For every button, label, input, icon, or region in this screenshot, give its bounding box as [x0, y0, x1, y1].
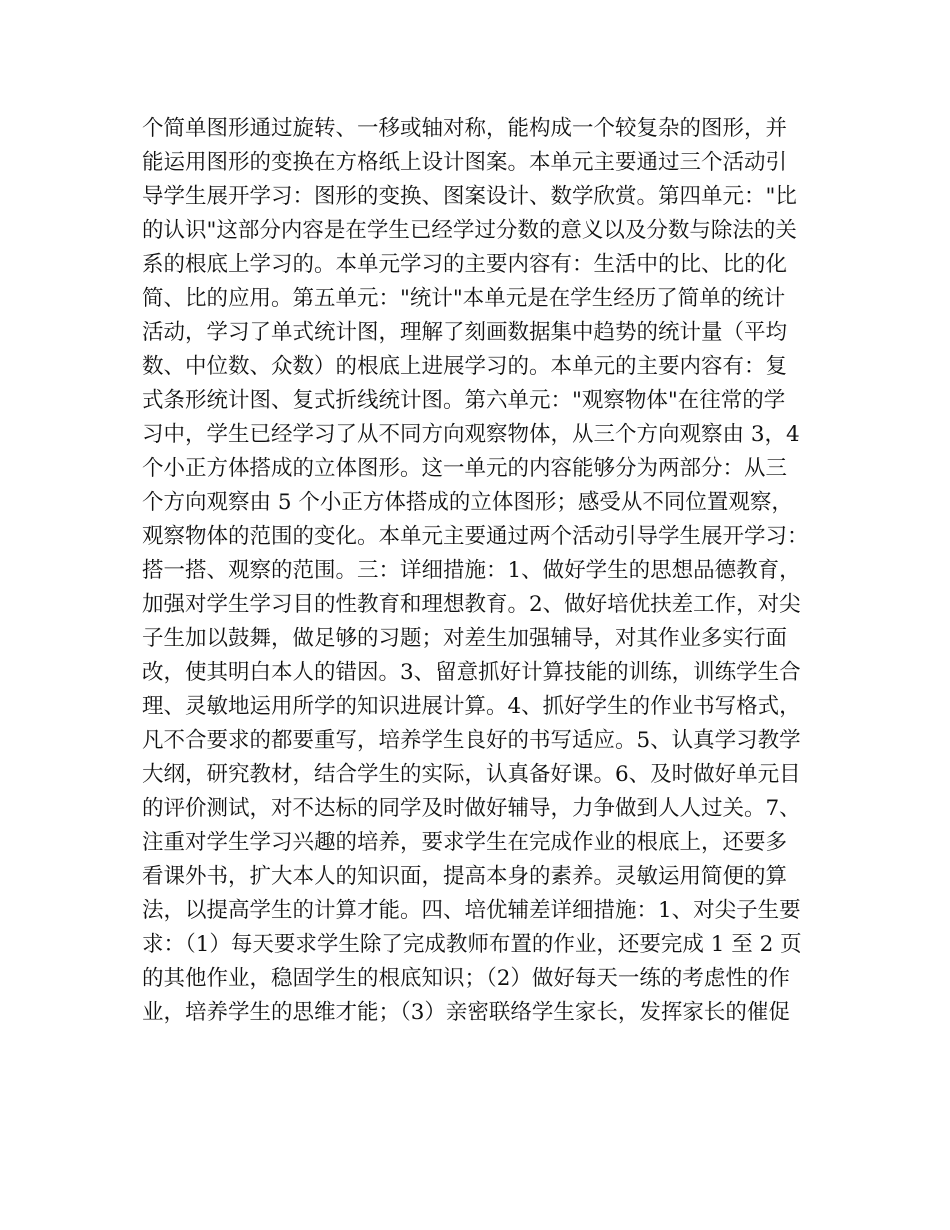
text-line: 数、中位数、众数）的根底上进展学习的。本单元的主要内容有：复: [142, 354, 788, 379]
text-line: 业，培养学生的思维才能；（3）亲密联络学生家长，发挥家长的催促: [142, 1000, 790, 1025]
text-line: 活动，学习了单式统计图，理解了刻画数据集中趋势的统计量（平均: [142, 320, 788, 345]
text-line: 个方向观察由 5 个小正方体搭成的立体图形；感受从不同位置观察，: [142, 490, 793, 515]
text-line: 求：（1）每天要求学生除了完成教师布置的作业，还要完成 1 至 2 页: [142, 932, 802, 957]
text-line: 凡不合要求的都要重写，培养学生良好的书写适应。5、认真学习教学: [142, 728, 801, 753]
text-line: 搭一搭、观察的范围。三：详细措施：1、做好学生的思想品德教育，: [142, 558, 801, 583]
text-line: 看课外书，扩大本人的知识面，提高本身的素养。灵敏运用简便的算: [142, 864, 788, 889]
body-paragraph: [142, 112, 832, 1030]
text-line: 的认识"这部分内容是在学生已经学过分数的意义以及分数与除法的关: [142, 218, 797, 243]
text-line: 简、比的应用。第五单元："统计"本单元是在学生经历了简单的统计: [142, 286, 786, 311]
text-line: 导学生展开学习：图形的变换、图案设计、数学欣赏。第四单元："比: [142, 184, 797, 209]
text-line: 理、灵敏地运用所学的知识进展计算。4、抓好学生的作业书写格式，: [142, 694, 801, 719]
text-line: 加强对学生学习目的性教育和理想教育。2、做好培优扶差工作，对尖: [142, 592, 801, 617]
text-line: 个小正方体搭成的立体图形。这一单元的内容能够分为两部分：从三: [142, 456, 788, 481]
text-line: 子生加以鼓舞，做足够的习题；对差生加强辅导，对其作业多实行面: [142, 626, 788, 651]
text-line: 能运用图形的变换在方格纸上设计图案。本单元主要通过三个活动引: [142, 150, 788, 175]
text-line: 大纲，研究教材，结合学生的实际，认真备好课。6、及时做好单元目: [142, 762, 801, 787]
text-line: 改，使其明白本人的错因。3、留意抓好计算技能的训练，训练学生合: [142, 660, 801, 685]
text-line: 法，以提高学生的计算才能。四、培优辅差详细措施：1、对尖子生要: [142, 898, 801, 923]
text-line: 个简单图形通过旋转、一移或轴对称，能构成一个较复杂的图形，并: [142, 116, 788, 141]
text-line: 习中，学生已经学习了从不同方向观察物体，从三个方向观察由 3，4: [142, 422, 800, 447]
text-line: 的其他作业，稳固学生的根底知识；（2）做好每天一练的考虑性的作: [142, 966, 790, 991]
text-line: 注重对学生学习兴趣的培养，要求学生在完成作业的根底上，还要多: [142, 830, 788, 855]
text-line: 系的根底上学习的。本单元学习的主要内容有：生活中的比、比的化: [142, 252, 788, 277]
text-line: 的评价测试，对不达标的同学及时做好辅导，力争做到人人过关。7、: [142, 796, 801, 821]
text-line: 式条形统计图、复式折线统计图。第六单元："观察物体"在往常的学: [142, 388, 786, 413]
text-line: 观察物体的范围的变化。本单元主要通过两个活动引导学生展开学习：: [142, 524, 809, 549]
